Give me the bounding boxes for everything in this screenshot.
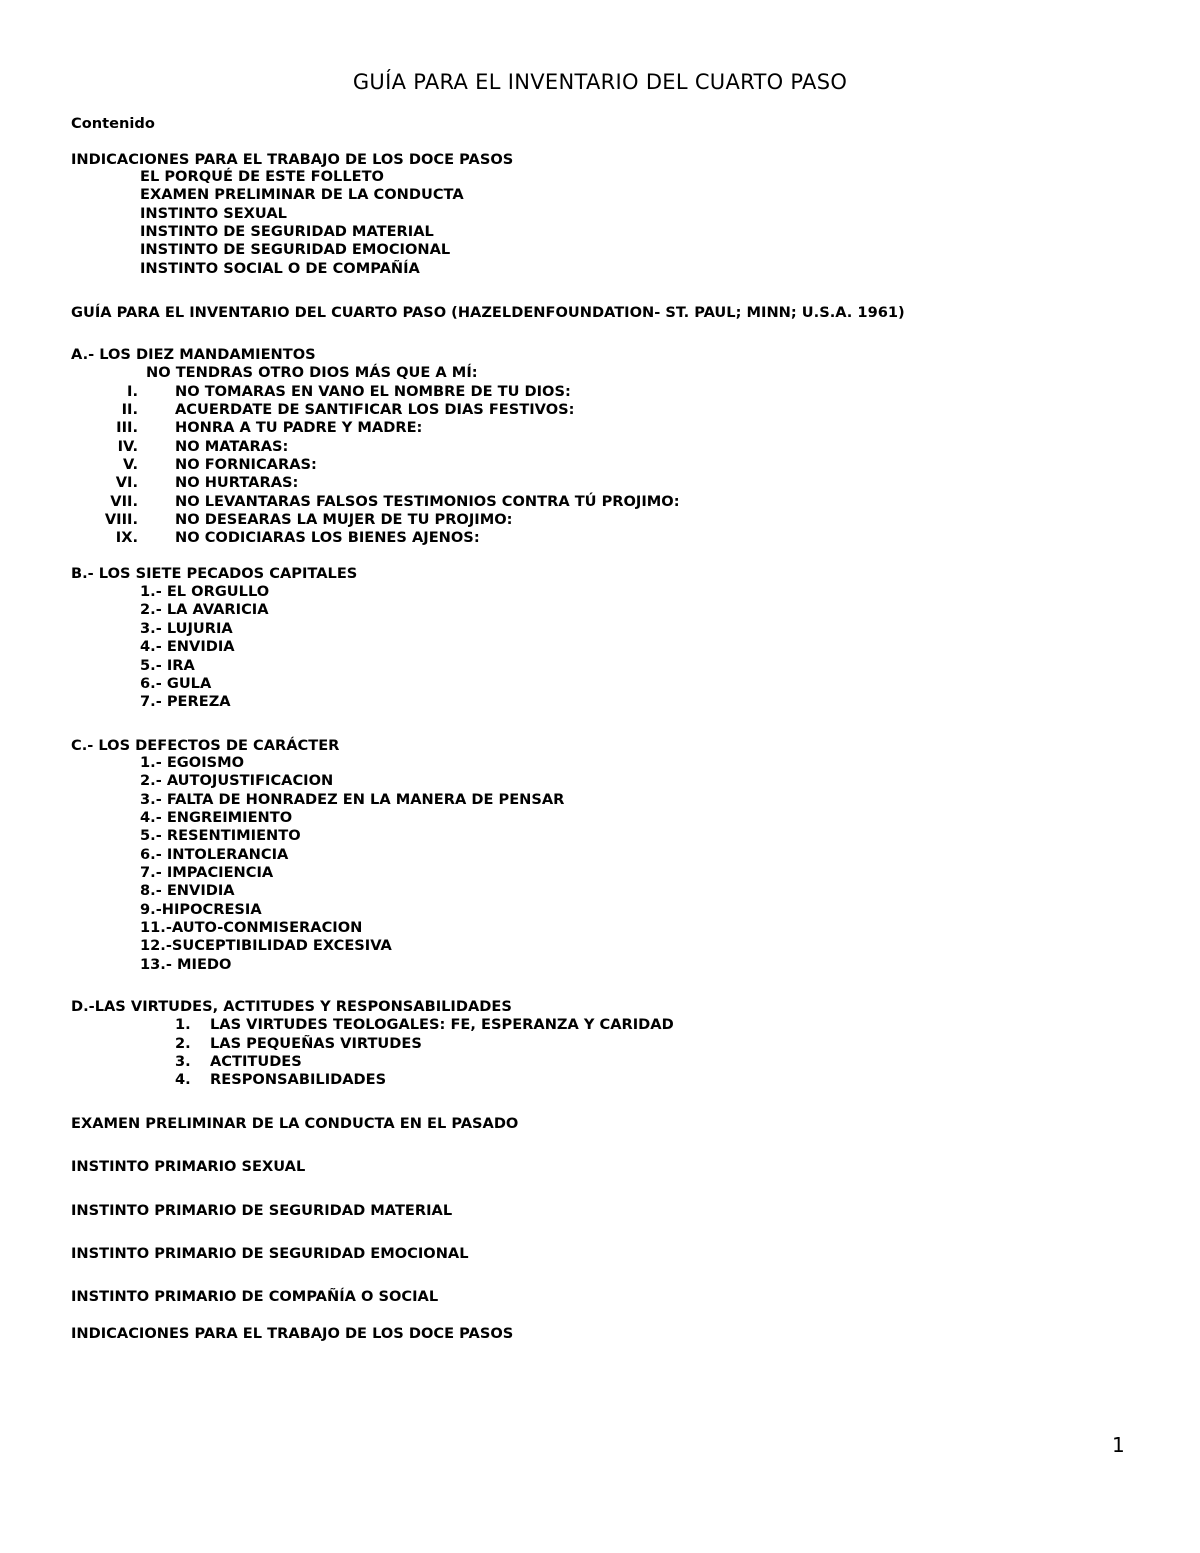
commandment-text: NO CODICIARAS LOS BIENES AJENOS: xyxy=(175,529,480,546)
page-title: GUÍA PARA EL INVENTARIO DEL CUARTO PASO xyxy=(352,70,848,94)
closing-heading: INSTINTO PRIMARIO DE SEGURIDAD EMOCIONAL xyxy=(71,1245,469,1262)
sin-item: 4.- ENVIDIA xyxy=(140,638,235,655)
sin-item: 3.- LUJURIA xyxy=(140,620,233,637)
defect-item: 3.- FALTA DE HONRADEZ EN LA MANERA DE PENSAR xyxy=(140,791,565,808)
virtue-text: LAS PEQUEÑAS VIRTUDES xyxy=(210,1035,422,1052)
section-c-heading: C.- LOS DEFECTOS DE CARÁCTER xyxy=(71,737,340,754)
commandment-number: I. xyxy=(127,383,138,400)
sin-item: 7.- PEREZA xyxy=(140,693,231,710)
commandment-text: NO TOMARAS EN VANO EL NOMBRE DE TU DIOS: xyxy=(175,383,571,400)
toc-item: INSTINTO DE SEGURIDAD EMOCIONAL xyxy=(140,241,451,258)
commandment-number: V. xyxy=(123,456,138,473)
section-d-heading: D.-LAS VIRTUDES, ACTITUDES Y RESPONSABILIDADES xyxy=(71,998,512,1015)
commandment-text: NO DESEARAS LA MUJER DE TU PROJIMO: xyxy=(175,511,513,528)
toc-item: INSTINTO DE SEGURIDAD MATERIAL xyxy=(140,223,434,240)
closing-heading: EXAMEN PRELIMINAR DE LA CONDUCTA EN EL PASADO xyxy=(71,1115,519,1132)
commandment-text: ACUERDATE DE SANTIFICAR LOS DIAS FESTIVOS: xyxy=(175,401,575,418)
virtue-number: 1. xyxy=(175,1016,191,1033)
commandment-number: VII. xyxy=(110,493,138,510)
toc-heading: INDICACIONES PARA EL TRABAJO DE LOS DOCE PASOS xyxy=(71,151,514,168)
defect-item: 2.- AUTOJUSTIFICACION xyxy=(140,772,334,789)
commandment-text: NO HURTARAS: xyxy=(175,474,299,491)
commandment-text: NO FORNICARAS: xyxy=(175,456,317,473)
defect-item: 5.- RESENTIMIENTO xyxy=(140,827,301,844)
virtue-number: 4. xyxy=(175,1071,191,1088)
sin-item: 5.- IRA xyxy=(140,657,195,674)
defect-item: 7.- IMPACIENCIA xyxy=(140,864,274,881)
virtue-number: 3. xyxy=(175,1053,191,1070)
commandment-text: HONRA A TU PADRE Y MADRE: xyxy=(175,419,423,436)
closing-heading: INDICACIONES PARA EL TRABAJO DE LOS DOCE PASOS xyxy=(71,1325,514,1342)
commandment-text: NO LEVANTARAS FALSOS TESTIMONIOS CONTRA TÚ PROJIMO: xyxy=(175,493,680,510)
closing-heading: INSTINTO PRIMARIO DE COMPAÑÍA O SOCIAL xyxy=(71,1288,439,1305)
toc-item: INSTINTO SOCIAL O DE COMPAÑÍA xyxy=(140,260,420,277)
defect-item: 12.-SUCEPTIBILIDAD EXCESIVA xyxy=(140,937,392,954)
virtue-text: RESPONSABILIDADES xyxy=(210,1071,387,1088)
commandment-number: IX. xyxy=(115,529,138,546)
commandment-text: NO MATARAS: xyxy=(175,438,289,455)
section-a-heading: A.- LOS DIEZ MANDAMIENTOS xyxy=(71,346,316,363)
sin-item: 1.- EL ORGULLO xyxy=(140,583,270,600)
commandment-number: IV. xyxy=(117,438,138,455)
virtue-text: LAS VIRTUDES TEOLOGALES: FE, ESPERANZA Y CARIDAD xyxy=(210,1016,674,1033)
page-number: 1 xyxy=(1112,1433,1125,1457)
closing-heading: INSTINTO PRIMARIO DE SEGURIDAD MATERIAL xyxy=(71,1202,453,1219)
defect-item: 13.- MIEDO xyxy=(140,956,232,973)
contents-label: Contenido xyxy=(71,115,155,132)
defect-item: 6.- INTOLERANCIA xyxy=(140,846,289,863)
commandment-number: II. xyxy=(121,401,138,418)
defect-item: 11.-AUTO-CONMISERACION xyxy=(140,919,363,936)
defect-item: 8.- ENVIDIA xyxy=(140,882,235,899)
virtue-text: ACTITUDES xyxy=(210,1053,302,1070)
commandment-number: III. xyxy=(116,419,138,436)
commandment-number: VI. xyxy=(115,474,138,491)
guide-heading: GUÍA PARA EL INVENTARIO DEL CUARTO PASO (HAZELDENFOUNDATION- ST. PAUL; MINN; U.S.A. 1961) xyxy=(71,304,905,321)
sin-item: 2.- LA AVARICIA xyxy=(140,601,269,618)
toc-item: EXAMEN PRELIMINAR DE LA CONDUCTA xyxy=(140,186,464,203)
virtue-number: 2. xyxy=(175,1035,191,1052)
defect-item: 9.-HIPOCRESIA xyxy=(140,901,262,918)
commandment-number: VIII. xyxy=(104,511,138,528)
section-b-heading: B.- LOS SIETE PECADOS CAPITALES xyxy=(71,565,358,582)
defect-item: 4.- ENGREIMIENTO xyxy=(140,809,293,826)
sin-item: 6.- GULA xyxy=(140,675,212,692)
defect-item: 1.- EGOISMO xyxy=(140,754,245,771)
commandment-first: NO TENDRAS OTRO DIOS MÁS QUE A MÍ: xyxy=(146,364,478,381)
closing-heading: INSTINTO PRIMARIO SEXUAL xyxy=(71,1158,306,1175)
toc-item: EL PORQUÉ DE ESTE FOLLETO xyxy=(140,168,384,185)
toc-item: INSTINTO SEXUAL xyxy=(140,205,287,222)
